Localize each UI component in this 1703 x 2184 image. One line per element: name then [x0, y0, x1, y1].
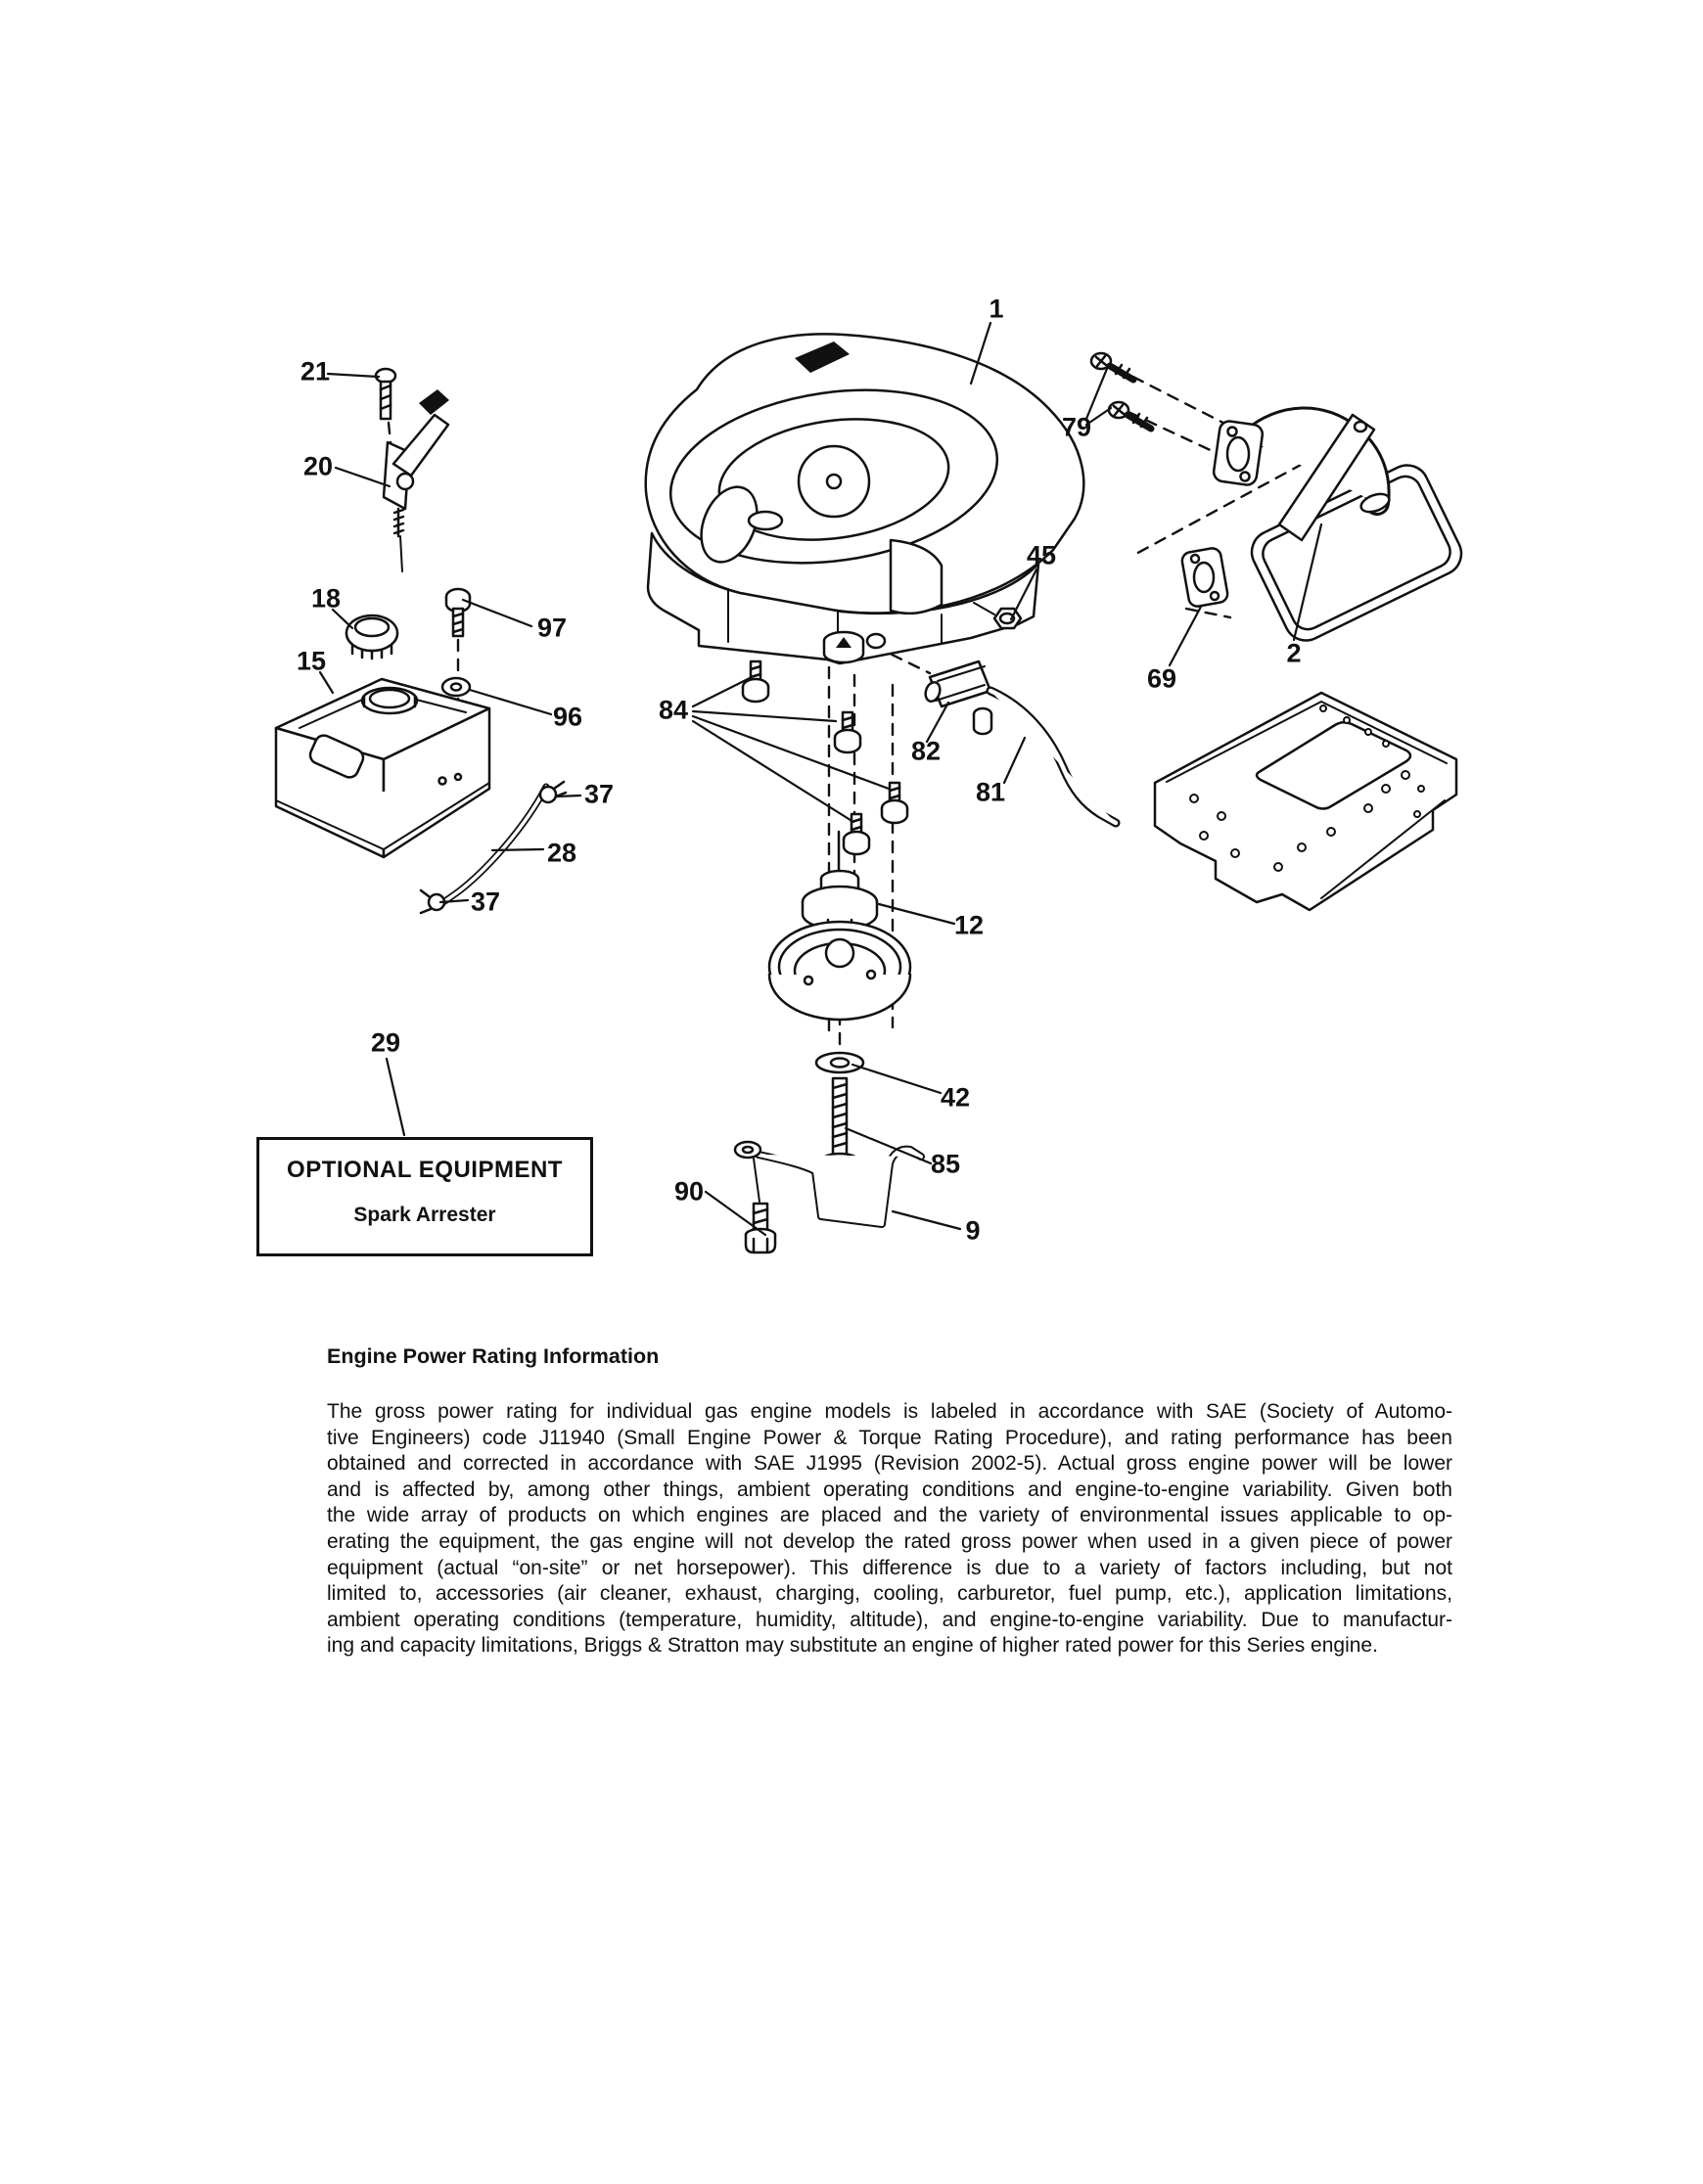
part-label-29: 29	[370, 1027, 401, 1058]
part-label-2: 2	[1286, 638, 1302, 668]
part-label-37-lower: 37	[470, 887, 501, 917]
mounting-plate-drawing	[1155, 693, 1456, 910]
bolt-90-drawing	[746, 1204, 775, 1252]
part-label-82: 82	[910, 736, 942, 766]
optional-equipment-subtitle: Spark Arrester	[353, 1204, 496, 1226]
part-label-42: 42	[940, 1082, 971, 1113]
paragraph-line: obtained and corrected in accordance with SAE J1995 (Revision 2002-5). Actual gross engine power will be lower	[327, 1452, 1452, 1476]
pulley-hardware-drawing	[735, 1053, 921, 1252]
part-label-15: 15	[296, 646, 327, 676]
pulley-drawing	[769, 832, 910, 1020]
optional-equipment-box	[256, 1137, 593, 1256]
part-label-37-upper: 37	[583, 779, 615, 809]
paragraph-line: The gross power rating for individual gas engine models is labeled in accordance with SAE (Society of Automo-	[327, 1400, 1452, 1423]
paragraph-line: tive Engineers) code J11940 (Small Engine Power & Torque Rating Procedure), and rating performance has been	[327, 1426, 1452, 1449]
muffler-screws-drawing	[1091, 353, 1151, 429]
part-label-21: 21	[299, 356, 331, 387]
part-label-20: 20	[302, 451, 334, 481]
part-label-90: 90	[673, 1176, 705, 1206]
part-label-12: 12	[953, 910, 985, 940]
power-rating-heading: Engine Power Rating Information	[327, 1344, 660, 1368]
part-label-97: 97	[536, 613, 568, 643]
paragraph-line: and is affected by, among other things, ambient operating conditions and engine-to-engine variability. Given both	[327, 1478, 1452, 1501]
throttle-control-drawing	[376, 369, 449, 571]
fuel-pump-drawing	[923, 661, 1116, 823]
part-label-96: 96	[552, 702, 583, 732]
power-rating-paragraph	[327, 1399, 1452, 1660]
part-label-45: 45	[1026, 540, 1057, 570]
paragraph-line: ambient operating conditions (temperature, humidity, altitude), and engine-to-engine variability. Due to manufactur-	[327, 1608, 1452, 1631]
part-label-85: 85	[930, 1149, 961, 1179]
paragraph-line: ing and capacity limitations, Briggs & Stratton may substitute an engine of higher rated power for this Series engine.	[327, 1634, 1378, 1658]
paragraph-line: limited to, accessories (air cleaner, exhaust, charging, cooling, carburetor, fuel pump, etc.), application limitations,	[327, 1582, 1452, 1606]
part-label-9: 9	[965, 1215, 981, 1246]
fuel-tank-drawing	[276, 679, 489, 857]
paragraph-line: the wide array of products on which engines are placed and the variety of environmental issues applicable to op-	[327, 1504, 1452, 1527]
fuel-cap-drawing	[346, 615, 397, 659]
muffler-drawing	[1091, 353, 1468, 648]
part-label-69: 69	[1146, 663, 1177, 694]
part-label-18: 18	[310, 583, 342, 614]
part-label-84: 84	[658, 695, 689, 725]
paragraph-line: equipment (actual “on-site” or net horsepower). This difference is due to a variety of factors including, but not	[327, 1556, 1452, 1579]
optional-equipment-title: OPTIONAL EQUIPMENT	[287, 1157, 563, 1183]
paragraph-line: erating the equipment, the gas engine will not develop the rated gross power when used in a given piece of power	[327, 1529, 1452, 1553]
part-label-79: 79	[1061, 412, 1092, 442]
part-label-28: 28	[546, 838, 577, 868]
part-label-81: 81	[975, 777, 1006, 807]
part-label-1: 1	[989, 294, 1004, 324]
